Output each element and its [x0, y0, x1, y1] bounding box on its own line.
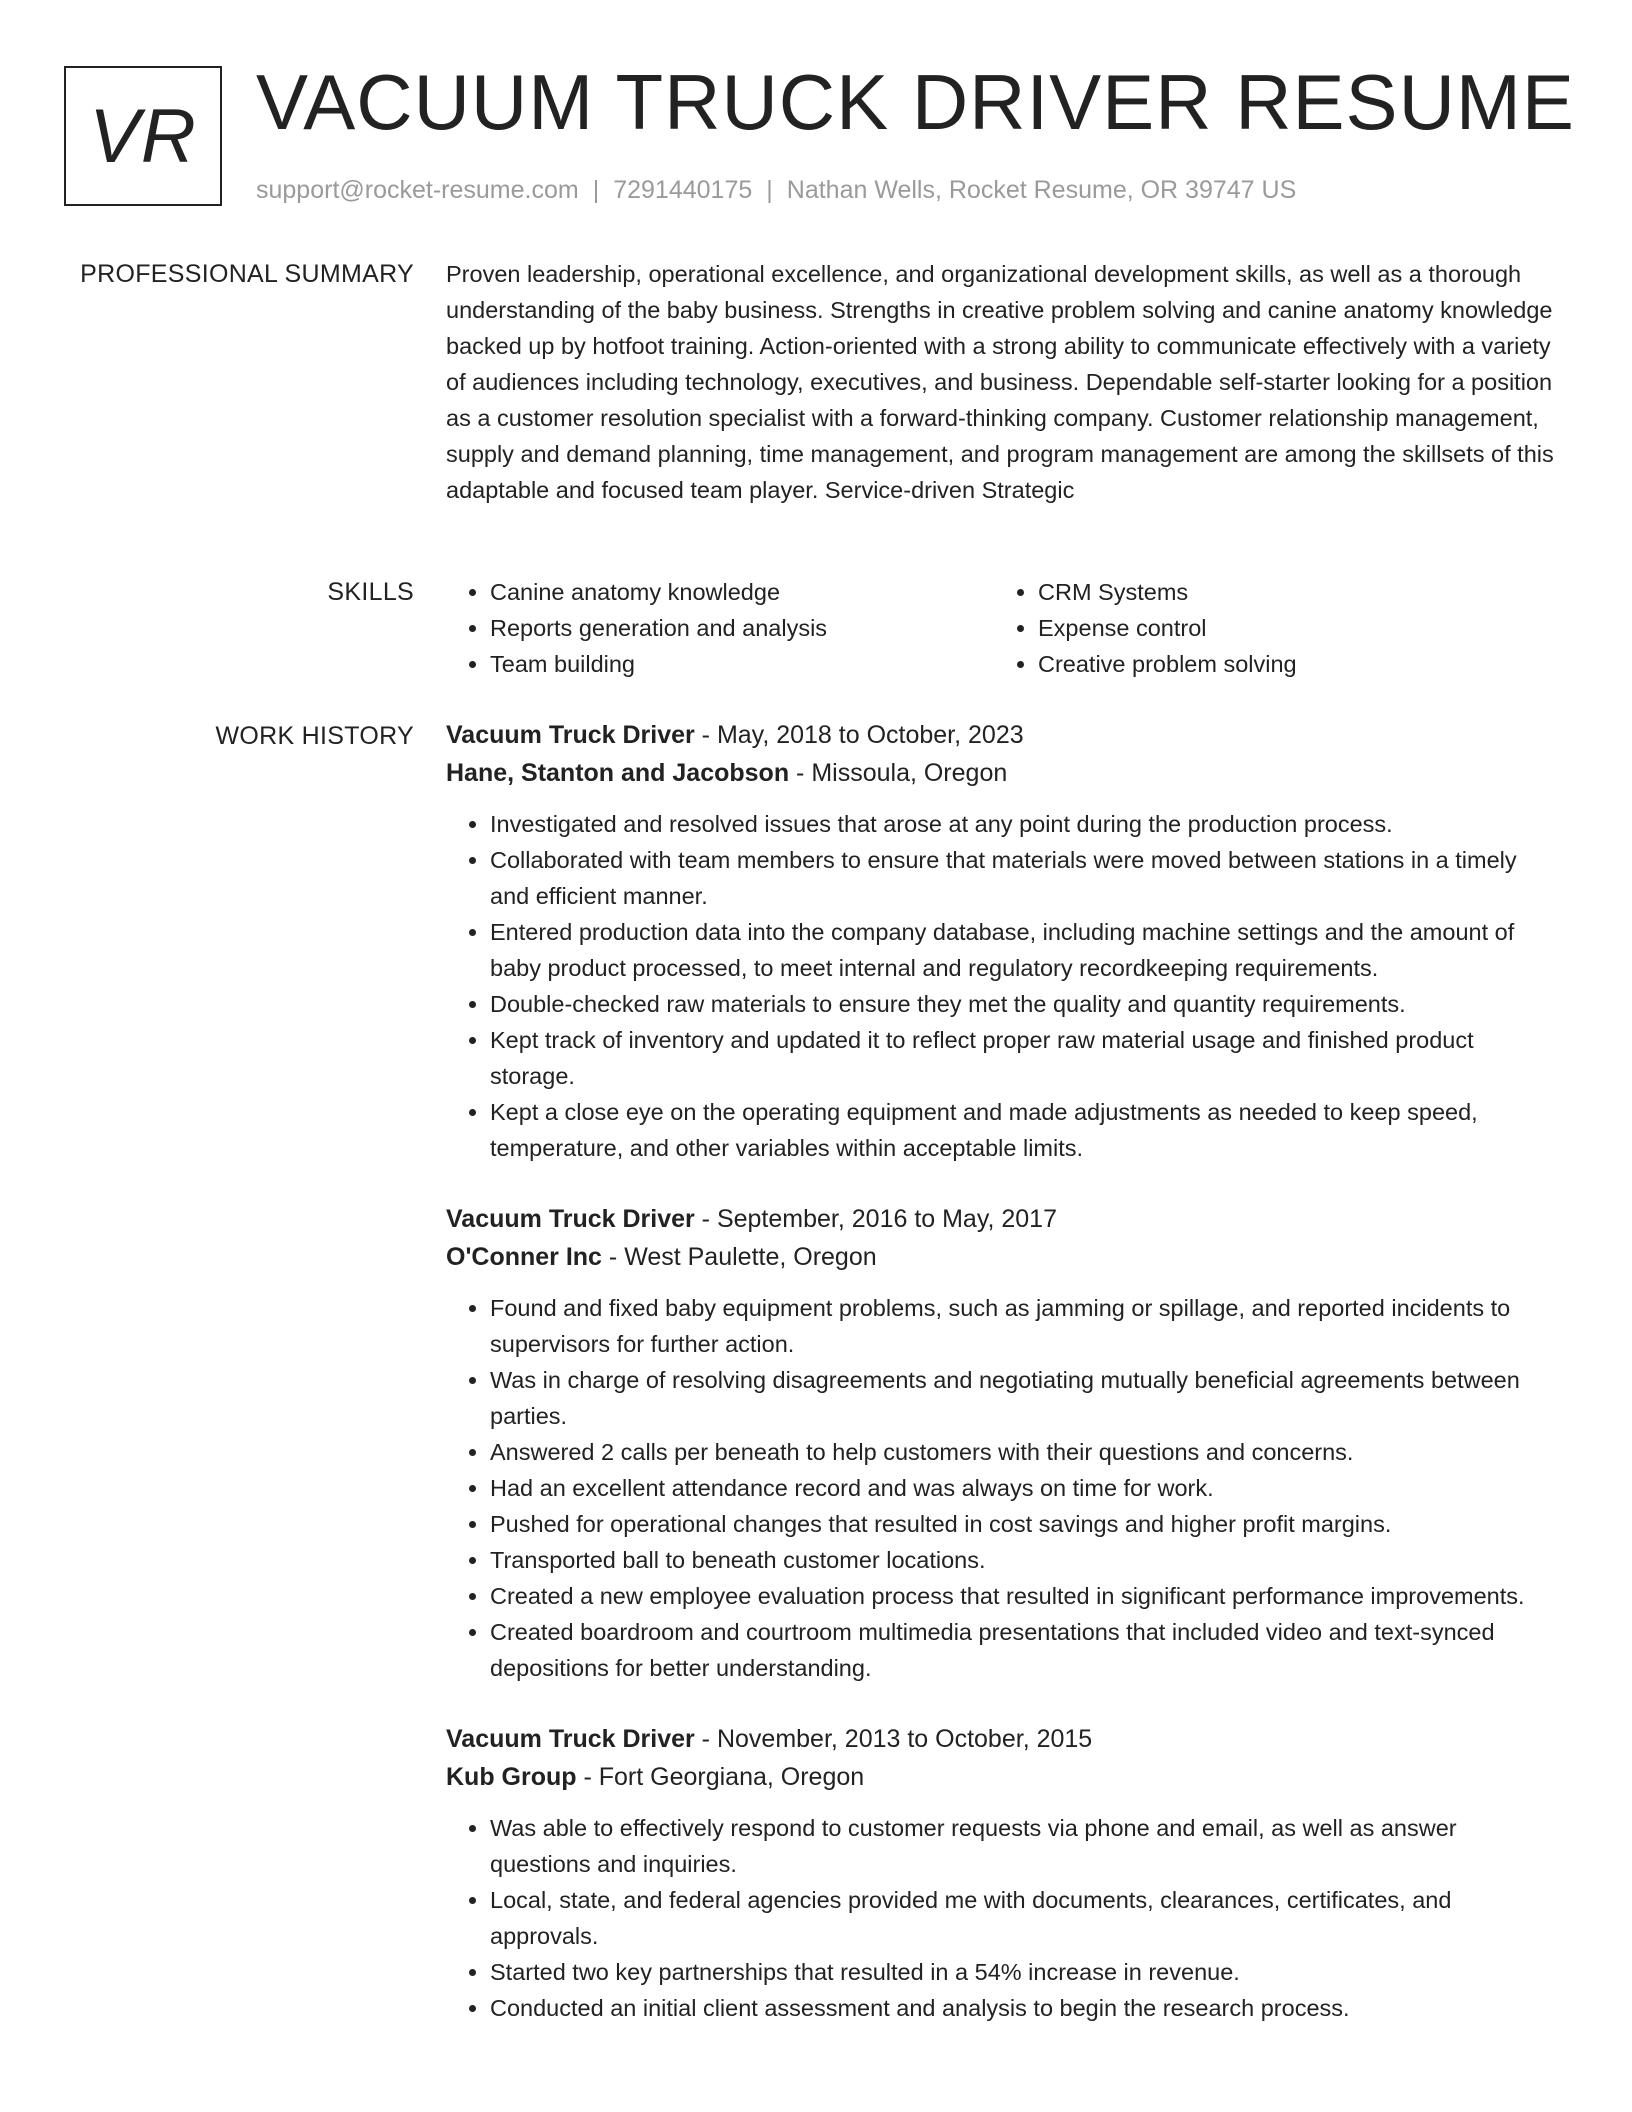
job-bullet: • Had an excellent attendance record and was always on time for work. — [490, 1470, 1558, 1506]
job-title: Vacuum Truck Driver — [446, 1205, 695, 1233]
skills-section — [446, 574, 1558, 682]
job-bullet: • Conducted an initial client assessment and analysis to begin the research process. — [490, 1990, 1558, 2026]
job-bullet-list — [446, 806, 1558, 1166]
job-location: Missoula, Oregon — [811, 759, 1008, 787]
job-bullet: • Started two key partnerships that resulted in a 54% increase in revenue. — [490, 1954, 1558, 1990]
job-bullet-list — [446, 1810, 1558, 2026]
job-bullet: • Local, state, and federal agencies provided me with documents, clearances, certificates, and approvals. — [490, 1882, 1558, 1954]
job-bullet: • Created boardroom and courtroom multimedia presentations that included video and text-synced depositions for better understanding. — [490, 1614, 1558, 1686]
contact-separator: | — [766, 176, 773, 204]
job-entry — [446, 716, 1558, 1166]
job-bullet: • Created a new employee evaluation process that resulted in significant performance improvements. — [490, 1578, 1558, 1614]
contact-phone: 7291440175 — [613, 176, 753, 204]
job-company-line: Hane, Stanton and Jacobson - Missoula, Oregon — [446, 759, 1008, 787]
monogram-logo: VR — [64, 66, 222, 206]
job-bullet: • Entered production data into the company database, including machine settings and the amount of baby product processed, to meet internal and regulatory recordkeeping requirements. — [490, 914, 1558, 986]
job-bullet: • Was in charge of resolving disagreements and negotiating mutually beneficial agreements between parties. — [490, 1362, 1558, 1434]
job-bullet-list — [446, 1290, 1558, 1686]
job-location: West Paulette, Oregon — [624, 1243, 877, 1271]
job-title-line: Vacuum Truck Driver - May, 2018 to October, 2023 — [446, 721, 1024, 749]
job-title: Vacuum Truck Driver — [446, 721, 695, 749]
job-location: Fort Georgiana, Oregon — [598, 1763, 865, 1791]
job-entry — [446, 1200, 1558, 1686]
job-bullet: • Collaborated with team members to ensure that materials were moved between stations in a timely and efficient manner. — [490, 842, 1558, 914]
job-bullet: • Pushed for operational changes that resulted in cost savings and higher profit margins. — [490, 1506, 1558, 1542]
skill-item: • Reports generation and analysis — [490, 610, 994, 646]
skills-column-right — [994, 574, 1542, 682]
job-bullet: • Was able to effectively respond to customer requests via phone and email, as well as answer questions and inquiries. — [490, 1810, 1558, 1882]
skills-column-left — [446, 574, 994, 682]
job-dates: November, 2013 to October, 2015 — [716, 1725, 1093, 1753]
skills-grid — [446, 574, 1558, 682]
skill-item: • CRM Systems — [1038, 574, 1542, 610]
job-company: Hane, Stanton and Jacobson — [446, 759, 790, 787]
job-bullet: • Kept a close eye on the operating equipment and made adjustments as needed to keep speed, temperature, and other variables within acceptable limits. — [490, 1094, 1558, 1166]
contact-address: Nathan Wells, Rocket Resume, OR 39747 US — [786, 176, 1297, 204]
job-bullet: • Double-checked raw materials to ensure they met the quality and quantity requirements. — [490, 986, 1558, 1022]
job-company-line: O'Conner Inc - West Paulette, Oregon — [446, 1243, 877, 1271]
contact-email: support@rocket-resume.com — [256, 176, 579, 204]
work-history-heading: WORK HISTORY — [215, 722, 414, 750]
summary-heading: PROFESSIONAL SUMMARY — [80, 260, 414, 288]
skill-item: • Team building — [490, 646, 994, 682]
skill-item: • Expense control — [1038, 610, 1542, 646]
job-title-line: Vacuum Truck Driver - November, 2013 to October, 2015 — [446, 1725, 1093, 1753]
job-company: Kub Group — [446, 1763, 577, 1791]
job-entry — [446, 1720, 1558, 2026]
job-dates: May, 2018 to October, 2023 — [716, 721, 1024, 749]
job-dates: September, 2016 to May, 2017 — [716, 1205, 1057, 1233]
job-company: O'Conner Inc — [446, 1243, 602, 1271]
job-bullet: • Transported ball to beneath customer locations. — [490, 1542, 1558, 1578]
skill-item: • Creative problem solving — [1038, 646, 1542, 682]
job-bullet: • Found and fixed baby equipment problems, such as jamming or spillage, and reported incidents to supervisors for further action. — [490, 1290, 1558, 1362]
skills-list-left — [446, 574, 994, 682]
skills-heading: SKILLS — [327, 578, 414, 606]
summary-text: Proven leadership, operational excellence, and organizational development skills, as well as a thorough understanding of the baby business. Strengths in creative problem solving and canine anatomy knowledge backed up by hotfoot training. Action-oriented with a strong ability to communicate effectively with a variety of audiences including technology, executives, and business. Dependable self-starter looking for a position as a customer resolution specialist with a forward-thinking company. Customer relationship management, supply and demand planning, time management, and program management are among the skillsets of this adaptable and focused team player. Service-driven Strategic — [446, 261, 1554, 503]
contact-separator: | — [592, 176, 600, 204]
job-bullet: • Kept track of inventory and updated it to reflect proper raw material usage and finished product storage. — [490, 1022, 1558, 1094]
skill-item: • Canine anatomy knowledge — [490, 574, 994, 610]
work-history-section — [446, 716, 1558, 2060]
job-company-line: Kub Group - Fort Georgiana, Oregon — [446, 1763, 865, 1791]
summary-section — [446, 256, 1558, 508]
job-title: Vacuum Truck Driver — [446, 1725, 695, 1753]
job-title-line: Vacuum Truck Driver - September, 2016 to May, 2017 — [446, 1205, 1057, 1233]
page-title: VACUUM TRUCK DRIVER RESUME — [256, 58, 1575, 146]
contact-line — [256, 174, 1296, 206]
job-bullet: • Investigated and resolved issues that arose at any point during the production process. — [490, 806, 1558, 842]
job-bullet: • Answered 2 calls per beneath to help customers with their questions and concerns. — [490, 1434, 1558, 1470]
skills-list-right — [994, 574, 1542, 682]
